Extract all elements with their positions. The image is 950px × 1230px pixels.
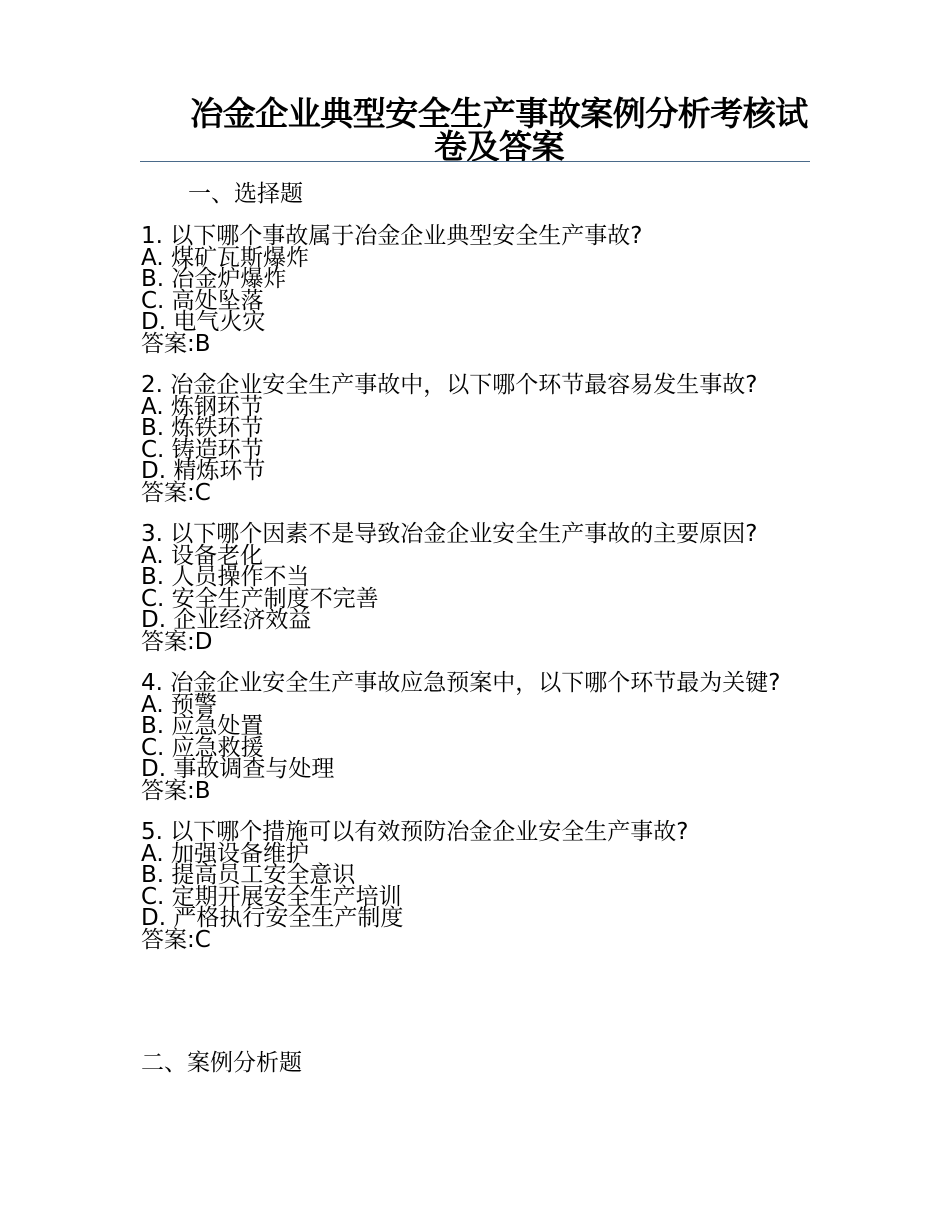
option-a: A. 预警 <box>141 691 217 718</box>
option-a: A. 设备老化 <box>141 542 263 569</box>
option-b: B. 人员操作不当 <box>141 564 310 590</box>
answer: 答案:B <box>141 330 211 357</box>
option-d: D. 企业经济效益 <box>141 607 312 633</box>
document-title: 冶金企业典型安全生产事故案例分析考核试卷及答案 <box>190 94 808 166</box>
question-list <box>141 223 801 971</box>
answer: 答案:B <box>141 777 211 804</box>
option-c: C. 安全生产制度不完善 <box>141 585 379 612</box>
option-c: C. 高处坠落 <box>141 287 264 314</box>
question-stem: 2. 冶金企业安全生产事故中，以下哪个环节最容易发生事故? <box>141 372 758 398</box>
option-a: A. 炼钢环节 <box>141 393 263 420</box>
option-b: B. 炼铁环节 <box>141 415 264 441</box>
option-d: D. 精炼环节 <box>141 458 266 484</box>
question-stem: 3. 以下哪个因素不是导致冶金企业安全生产事故的主要原因? <box>141 521 758 547</box>
title-underline <box>140 161 810 162</box>
option-c: C. 铸造环节 <box>141 436 264 463</box>
option-d: D. 事故调查与处理 <box>141 756 335 782</box>
option-d: D. 严格执行安全生产制度 <box>141 905 404 931</box>
option-b: B. 冶金炉爆炸 <box>141 266 287 292</box>
question-5 <box>141 819 801 953</box>
option-b: B. 应急处置 <box>141 713 264 739</box>
answer: 答案:C <box>141 479 211 506</box>
option-b: B. 提高员工安全意识 <box>141 862 356 888</box>
question-stem: 5. 以下哪个措施可以有效预防冶金企业安全生产事故? <box>141 819 689 845</box>
question-stem: 1. 以下哪个事故属于冶金企业典型安全生产事故? <box>141 223 643 249</box>
option-a: A. 煤矿瓦斯爆炸 <box>141 244 309 271</box>
section-heading-multiple-choice: 一、选择题 <box>188 181 303 207</box>
option-d: D. 电气火灾 <box>141 309 266 335</box>
question-4 <box>141 670 801 804</box>
question-2 <box>141 372 801 506</box>
answer: 答案:C <box>141 926 211 953</box>
section-heading-case-analysis: 二、案例分析题 <box>141 1050 302 1076</box>
option-a: A. 加强设备维护 <box>141 840 309 867</box>
question-1 <box>141 223 801 357</box>
question-3 <box>141 521 801 655</box>
answer: 答案:D <box>141 628 213 655</box>
option-c: C. 定期开展安全生产培训 <box>141 883 402 910</box>
option-c: C. 应急救援 <box>141 734 264 761</box>
question-stem: 4. 冶金企业安全生产事故应急预案中，以下哪个环节最为关键? <box>141 670 781 696</box>
